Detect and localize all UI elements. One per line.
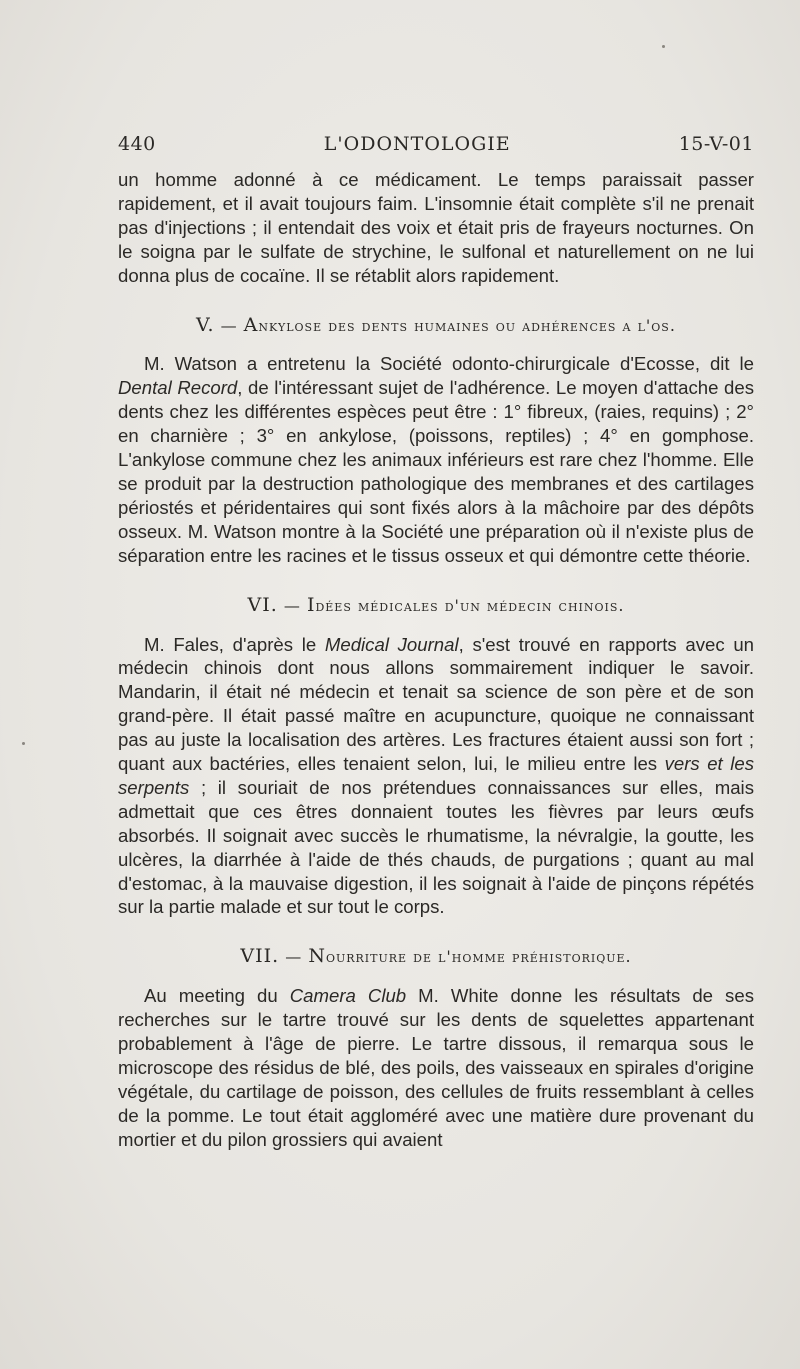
paragraph-prehistorique [118,984,754,1151]
source-title: Medical Journal [324,633,459,655]
section-title: ourriture de l'homme préhistorique. [325,947,632,967]
section-dash: — [214,315,244,335]
paragraph-ankylose [118,352,754,567]
source-title: Camera Club [289,985,407,1007]
section-heading-5 [118,314,754,338]
paper-speck [662,45,665,48]
emphasis: vers et les serpents [118,753,754,798]
page-number: 440 [118,133,156,155]
section-number: V. [196,313,215,336]
running-header [118,133,754,155]
section-number: VII. [240,945,280,968]
text-run: M. Watson a entretenu la Société odonto-chirurgicale d'Ecosse, dit le [144,353,754,375]
section-title-lead: N [308,945,326,968]
section-dash: — [279,947,309,967]
text-run: , s'est trouvé en rapports avec un médecin chinois dont nous allons sommairement indiquer le savoir. Mandarin, il était né médecin et tenait sa science de son père et de son grand-père. Il était passé maître en acupuncture, quoique ne connaissant pas au juste la localisation des artères. Les fractures étaient aussi son fort ; quant aux bactéries, elles tenaient selon, lui, le milieu entre les [118,633,755,775]
paragraph-medecin-chinois [118,633,754,920]
section-heading-7 [118,945,754,969]
section-number: VI. [247,593,278,616]
section-dash: — [277,595,307,615]
journal-title: L'ODONTOLOGIE [323,133,511,155]
section-heading-6 [118,594,754,618]
text-run: M. Fales, d'après le [144,633,325,655]
section-title-lead: I [306,593,316,616]
source-title: Dental Record [118,377,238,399]
section-title: nkylose des dents humaines ou adhérences a l'os. [258,315,676,335]
issue-date: 15-V-01 [678,133,754,155]
paragraph-intro: un homme adonné à ce médicament. Le temps paraissait passer rapidement, et il avait toujours faim. L'insomnie était complète s'il ne prenait pas d'injections ; il entendait des voix et était pris de frayeurs nocturnes. On le soigna par le sulfate de strychine, le sulfonal et naturellement on ne lui donna plus de cocaïne. Il se rétablit alors rapidement. [118,169,754,286]
text-run: , de l'intéressant sujet de l'adhérence. Le moyen d'attache des dents chez les différentes espèces peut être : 1° fibreux, (raies, requins) ; 2° en charnière ; 3° en ankylose, (poissons, reptiles) ; 4° en gomphose. L'ankylose commune chez les animaux inférieurs est rare chez l'homme. Elle se produit par la destruction pathologique des membranes et des cartilages périostés et péridentaires qui sont fixés alors à la mâchoire par des dépôts osseux. M. Watson montre à la Société une préparation où il n'existe plus de séparation entre les racines et le tissus osseux et qui démontre cette théorie. [118,377,754,566]
text-run: Au meeting du [144,985,290,1007]
text-run: M. White donne les résultats de ses recherches sur le tartre trouvé sur les dents de squelettes appartenant probablement à l'âge de pierre. Le tartre dissous, il remarqua sous le microscope des résidus de blé, des poils, des vaisseaux en spirales d'origine végétale, du cartilage de poisson, des cellules de fruits ressemblant à celles de la pomme. Le tout était aggloméré avec une matière dure provenant du mortier et du pilon grossiers qui avaient [118,985,754,1150]
section-title-lead: A [243,313,259,336]
article-body [118,168,754,1152]
paper-speck [22,742,25,745]
text-run: ; il souriait de nos prétendues connaissances sur elles, mais admettait que ces êtres donnaient toutes les fièvres par leurs œufs absorbés. Il soignait avec succès le rhumatisme, la névralgie, la goutte, les ulcères, la diarrhée à l'aide de thés chauds, de purgations ; quant au mal d'estomac, à la mauvaise digestion, il les soignait à l'aide de pinçons répétés sur la partie malade et sur tout le corps. [118,776,754,918]
section-title: dées médicales d'un médecin chinois. [315,595,625,615]
